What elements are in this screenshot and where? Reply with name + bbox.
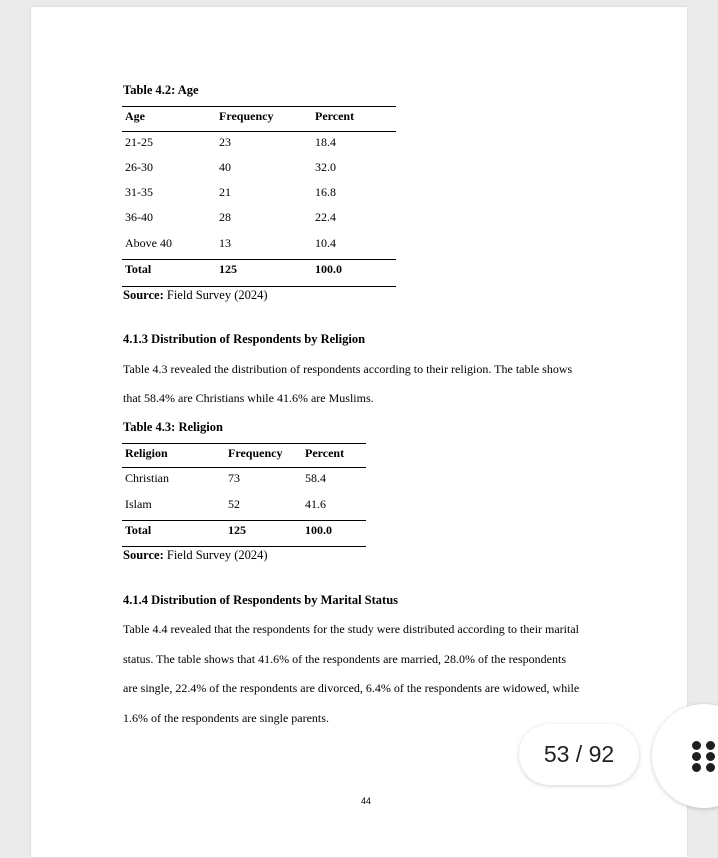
table-row-cell: Above 40 [125, 236, 172, 250]
source-text: Field Survey (2024) [163, 288, 268, 302]
table-age-header-percent: Percent [315, 109, 355, 123]
section-religion-heading: 4.1.3 Distribution of Respondents by Religion [123, 332, 366, 346]
table-row-cell: 31-35 [125, 185, 153, 199]
page-indicator[interactable]: 53 / 92 [519, 724, 639, 785]
table-row-cell: 18.4 [315, 135, 336, 149]
table-row-cell: Christian [125, 471, 169, 485]
table-row-cell: 32.0 [315, 160, 336, 174]
table-religion-total-percent: 100.0 [305, 523, 332, 537]
table-age-source [123, 288, 268, 303]
section-marital-heading: 4.1.4 Distribution of Respondents by Marital Status [123, 593, 399, 607]
table-row-cell: Islam [125, 497, 152, 511]
table-row-cell: 16.8 [315, 185, 336, 199]
table-age-total-frequency: 125 [219, 262, 237, 276]
table-religion-source [123, 548, 268, 563]
table-row-cell: 52 [228, 497, 240, 511]
table-age-top-rule [122, 106, 396, 107]
table-religion-total-rule [122, 520, 366, 521]
table-age-header-frequency: Frequency [219, 109, 274, 123]
paragraph-line: are single, 22.4% of the respondents are divorced, 6.4% of the respondents are widowed, while [123, 681, 580, 695]
paragraph-line: that 58.4% are Christians while 41.6% are Muslims. [123, 391, 374, 405]
paragraph-line: status. The table shows that 41.6% of the respondents are married, 28.0% of the respondents [123, 652, 567, 666]
page-number: 44 [361, 796, 372, 806]
table-row-cell: 10.4 [315, 236, 336, 250]
table-religion-header-rule [122, 467, 366, 468]
paragraph-line: 1.6% of the respondents are single parents. [123, 711, 329, 725]
table-religion-bottom-rule [122, 546, 366, 547]
table-row-cell: 21 [219, 185, 231, 199]
table-age-header-rule [122, 131, 396, 132]
table-age-total-rule [122, 259, 396, 260]
table-row-cell: 40 [219, 160, 231, 174]
table-age-title: Table 4.2: Age [123, 83, 199, 97]
table-age-total-label: Total [125, 262, 152, 276]
table-row-cell: 22.4 [315, 210, 336, 224]
table-row-cell: 28 [219, 210, 231, 224]
table-age-total-percent: 100.0 [315, 262, 342, 276]
table-row-cell: 41.6 [305, 497, 326, 511]
table-religion-header-percent: Percent [305, 446, 345, 460]
table-row-cell: 21-25 [125, 135, 153, 149]
table-religion-header-religion: Religion [125, 446, 168, 460]
source-text: Field Survey (2024) [163, 548, 268, 562]
table-religion-total-label: Total [125, 523, 152, 537]
table-age-bottom-rule [122, 286, 396, 287]
table-age-header-age: Age [125, 109, 145, 123]
table-religion-total-frequency: 125 [228, 523, 246, 537]
source-label: Source: [123, 288, 164, 302]
table-row-cell: 13 [219, 236, 231, 250]
table-religion-header-frequency: Frequency [228, 446, 283, 460]
table-religion-title: Table 4.3: Religion [123, 420, 223, 434]
table-row-cell: 58.4 [305, 471, 326, 485]
more-dots-icon [692, 741, 716, 771]
table-row-cell: 23 [219, 135, 231, 149]
paragraph-line: Table 4.3 revealed the distribution of respondents according to their religion. The table shows [123, 362, 573, 376]
table-row-cell: 36-40 [125, 210, 153, 224]
table-religion-top-rule [122, 443, 366, 444]
table-row-cell: 26-30 [125, 160, 153, 174]
source-label: Source: [123, 548, 164, 562]
table-row-cell: 73 [228, 471, 240, 485]
paragraph-line: Table 4.4 revealed that the respondents for the study were distributed according to their marital [123, 622, 580, 636]
